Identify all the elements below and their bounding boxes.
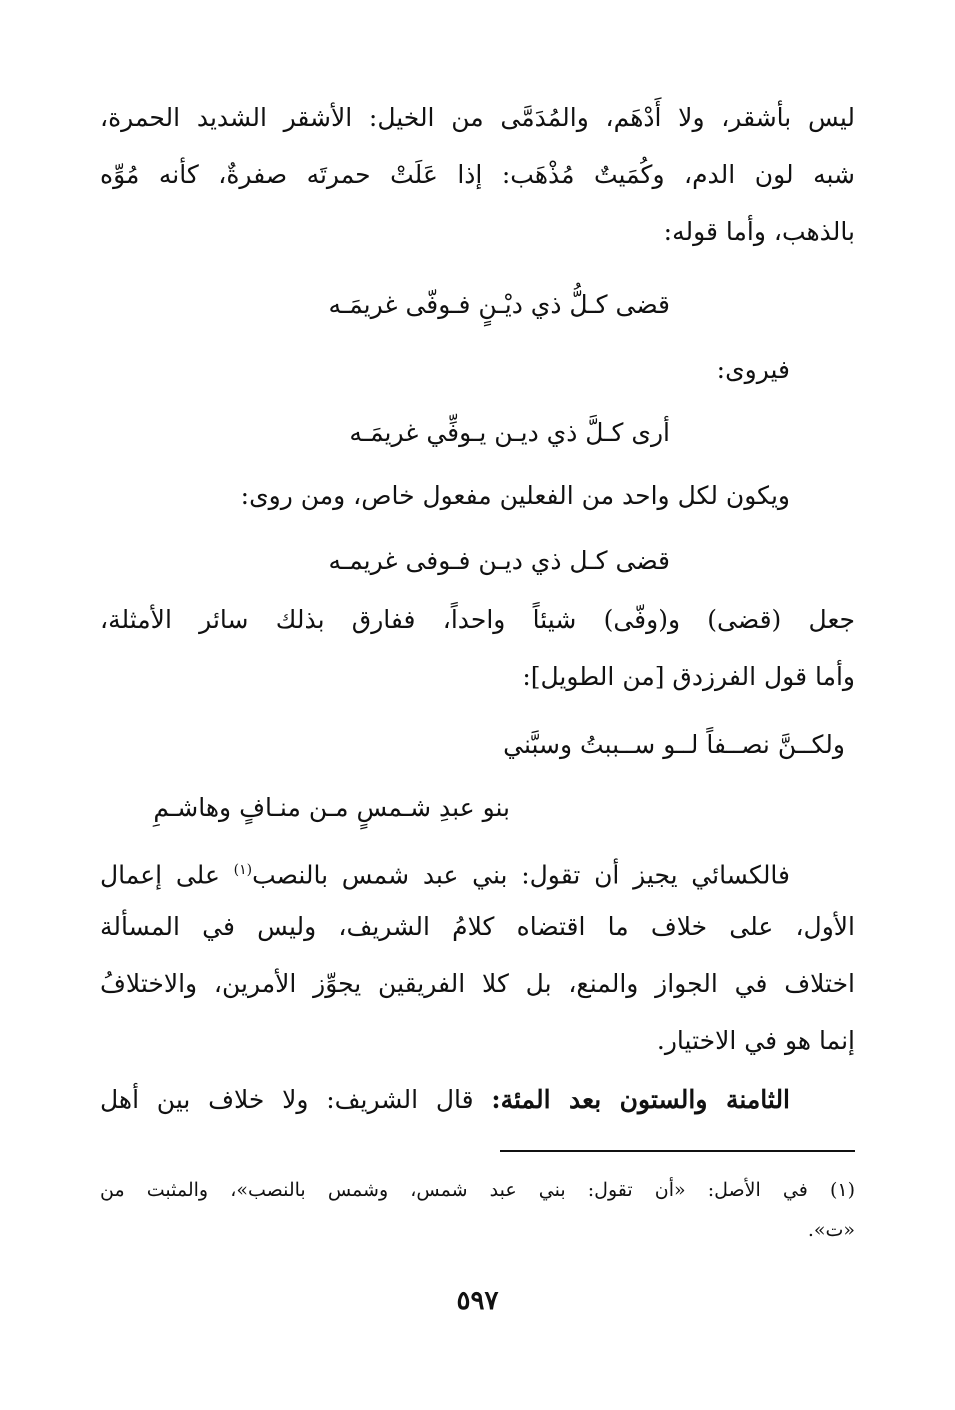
footnote-line-1: (١) في الأصل: «أن تقول: بني عبد شمس، وشمس بالنصب»، والمثبت من	[100, 1179, 855, 1201]
footnote-line-2: «ت».	[807, 1219, 855, 1241]
body-line-awwal: الأول، على خلاف ما اقتضاه كلامُ الشريف، وليس في المسألة	[100, 912, 855, 941]
body-line-farazdaq: وأما قول الفرزدق [من الطويل]:	[522, 662, 855, 691]
poem-hemistich-1: ولكــنَّ نصــفاً لــو ســببتُ وسبَّني	[503, 730, 845, 759]
kisai-text-start: فالكسائي يجيز أن تقول: بني عبد شمس بالنصب	[252, 860, 790, 890]
body-line-ikhtilaf: اختلاف في الجواز والمنع، بل كلا الفريقين يجوِّز الأمرين، والاختلافُ	[100, 969, 855, 998]
body-line-kisai	[100, 850, 790, 895]
body-line-2: شبه لون الدم، وكُمَيتٌ مُذْهَب: إذا عَلَتْ حمرتَه صفرةٌ، كأنه مُوِّه	[100, 160, 855, 189]
verse-1: قضى كـلُّ ذي ديْـنٍ فـوفّى غريمَـه	[328, 290, 670, 319]
page-number: ٥٩٧	[456, 1286, 499, 1316]
body-line-1: ليس بأشقر، ولا أَدْهَم، والمُدَمَّى من الخيل: الأشقر الشديد الحمرة،	[100, 103, 855, 132]
body-line-3: بالذهب، وأما قوله:	[663, 217, 855, 246]
footnote-ref: (١)	[233, 862, 253, 878]
body-line-fayurwa: فيروى:	[716, 355, 790, 384]
poem-hemistich-2: بنو عبدِ شـمسٍ مـن منـافٍ وهاشـمِ	[153, 793, 510, 822]
body-line-innama: إنما هو في الاختيار.	[656, 1026, 855, 1055]
section-text: قال الشريف: ولا خلاف بين أهل	[100, 1085, 492, 1114]
verse-3: قضى كـل ذي ديـن فـوفى غريمـه	[328, 546, 670, 575]
section-heading: الثامنة والستون بعد المئة:	[491, 1085, 791, 1114]
body-line-yakun: ويكون لكل واحد من الفعلين مفعول خاص، ومن روى:	[240, 481, 790, 510]
kisai-text-end: على إعمال	[100, 860, 234, 890]
footnote-divider	[500, 1150, 855, 1152]
verse-2: أرى كـلَّ ذي ديـن يـوفِّي غريمَـه	[349, 418, 670, 447]
section-line	[100, 1080, 790, 1120]
body-line-jaala: جعل (قضى) و(وفّى) شيئاً واحداً، ففارق بذلك سائر الأمثلة،	[100, 605, 855, 634]
